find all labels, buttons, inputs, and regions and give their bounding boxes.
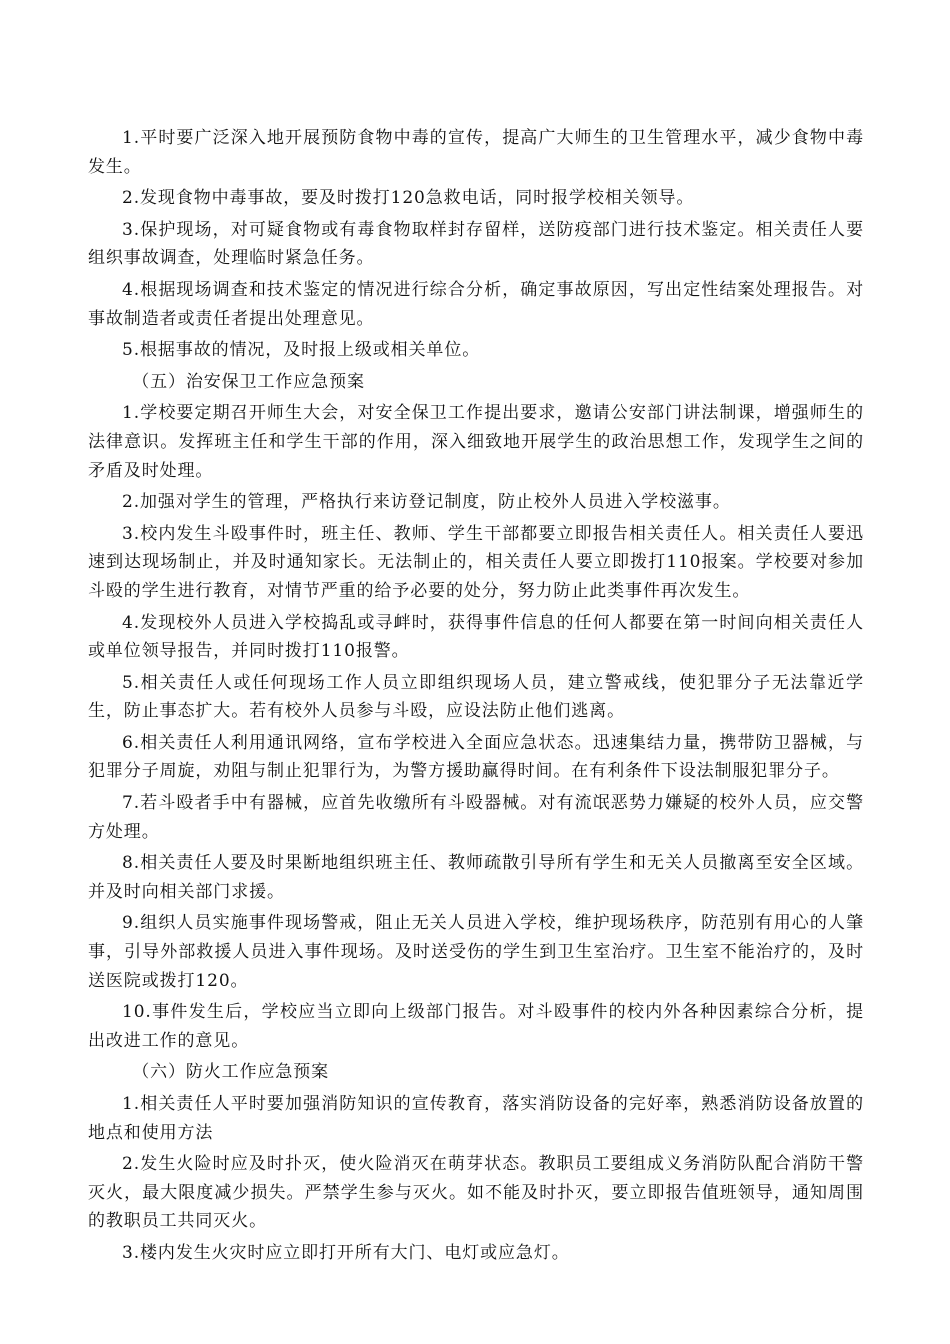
section-heading-security: （五）治安保卫工作应急预案 xyxy=(132,371,365,392)
paragraph-food-1: 1.平时要广泛深入地开展预防食物中毒的宣传，提高广大师生的卫生管理水平，减少食物中毒发生。 xyxy=(88,128,864,177)
paragraph-security-5: 5.相关责任人或任何现场工作人员立即组织现场人员，建立警戒线，使犯罪分子无法靠近学生，防止事态扩大。若有校外人员参与斗殴，应设法防止他们逃离。 xyxy=(88,672,864,722)
paragraph-fire-3: 3.楼内发生火灾时应立即打开所有大门、电灯或应急灯。 xyxy=(122,1242,570,1263)
section-heading-fire: （六）防火工作应急预案 xyxy=(132,1062,330,1083)
paragraph-security-6: 6.相关责任人利用通讯网络，宣布学校进入全面应急状态。迅速集结力量，携带防卫器械，与犯罪分子周旋，劝阻与制止犯罪行为，为警方援助赢得时间。在有利条件下设法制服犯罪分子。 xyxy=(88,732,864,782)
paragraph-security-8: 8.相关责任人要及时果断地组织班主任、教师疏散引导所有学生和无关人员撤离至安全区域。并及时向相关部门求援。 xyxy=(88,853,864,902)
paragraph-security-9: 9.组织人员实施事件现场警戒，阻止无关人员进入学校，维护现场秩序，防范别有用心的人肇事，引导外部救援人员进入事件现场。及时送受伤的学生到卫生室治疗。卫生室不能治疗的，及时送医院或拨打120。 xyxy=(88,913,864,991)
paragraph-fire-1: 1.相关责任人平时要加强消防知识的宣传教育，落实消防设备的完好率，熟悉消防设备放置的地点和使用方法 xyxy=(88,1094,864,1143)
paragraph-security-7: 7.若斗殴者手中有器械，应首先收缴所有斗殴器械。对有流氓恶势力嫌疑的校外人员，应交警方处理。 xyxy=(88,793,864,842)
paragraph-security-10: 10.事件发生后，学校应当立即向上级部门报告。对斗殴事件的校内外各种因素综合分析，提出改进工作的意见。 xyxy=(88,1002,864,1051)
paragraph-food-3: 3.保护现场，对可疑食物或有毒食物取样封存留样，送防疫部门进行技术鉴定。相关责任人要组织事故调查，处理临时紧急任务。 xyxy=(88,219,864,269)
paragraph-food-4: 4.根据现场调查和技术鉴定的情况进行综合分析，确定事故原因，写出定性结案处理报告。对事故制造者或责任者提出处理意见。 xyxy=(88,279,864,329)
paragraph-security-2: 2.加强对学生的管理，严格执行来访登记制度，防止校外人员进入学校滋事。 xyxy=(122,492,731,513)
document-body xyxy=(88,124,864,1271)
paragraph-food-5: 5.根据事故的情况，及时报上级或相关单位。 xyxy=(122,340,481,361)
paragraph-security-4: 4.发现校外人员进入学校捣乱或寻衅时，获得事件信息的任何人都要在第一时间向相关责任人或单位领导报告，并同时拨打110报警。 xyxy=(88,612,864,662)
paragraph-fire-2: 2.发生火险时应及时扑灭，使火险消灭在萌芽状态。教职员工要组成义务消防队配合消防干警灭火，最大限度减少损失。严禁学生参与灭火。如不能及时扑灭，要立即报告值班领导，通知周围的教职员工共同灭火。 xyxy=(88,1154,864,1232)
paragraph-food-2: 2.发现食物中毒事故，要及时拨打120急救电话，同时报学校相关领导。 xyxy=(122,188,695,209)
paragraph-security-3: 3.校内发生斗殴事件时，班主任、教师、学生干部都要立即报告相关责任人。相关责任人要迅速到达现场制止，并及时通知家长。无法制止的，相关责任人要立即拨打110报案。学校要对参加斗殴的学生进行教育，对情节严重的给予必要的处分，努力防止此类事件再次发生。 xyxy=(88,523,864,601)
paragraph-security-1: 1.学校要定期召开师生大会，对安全保卫工作提出要求，邀请公安部门讲法制课，增强师生的法律意识。发挥班主任和学生干部的作用，深入细致地开展学生的政治思想工作，发现学生之间的矛盾及时处理。 xyxy=(88,403,864,481)
